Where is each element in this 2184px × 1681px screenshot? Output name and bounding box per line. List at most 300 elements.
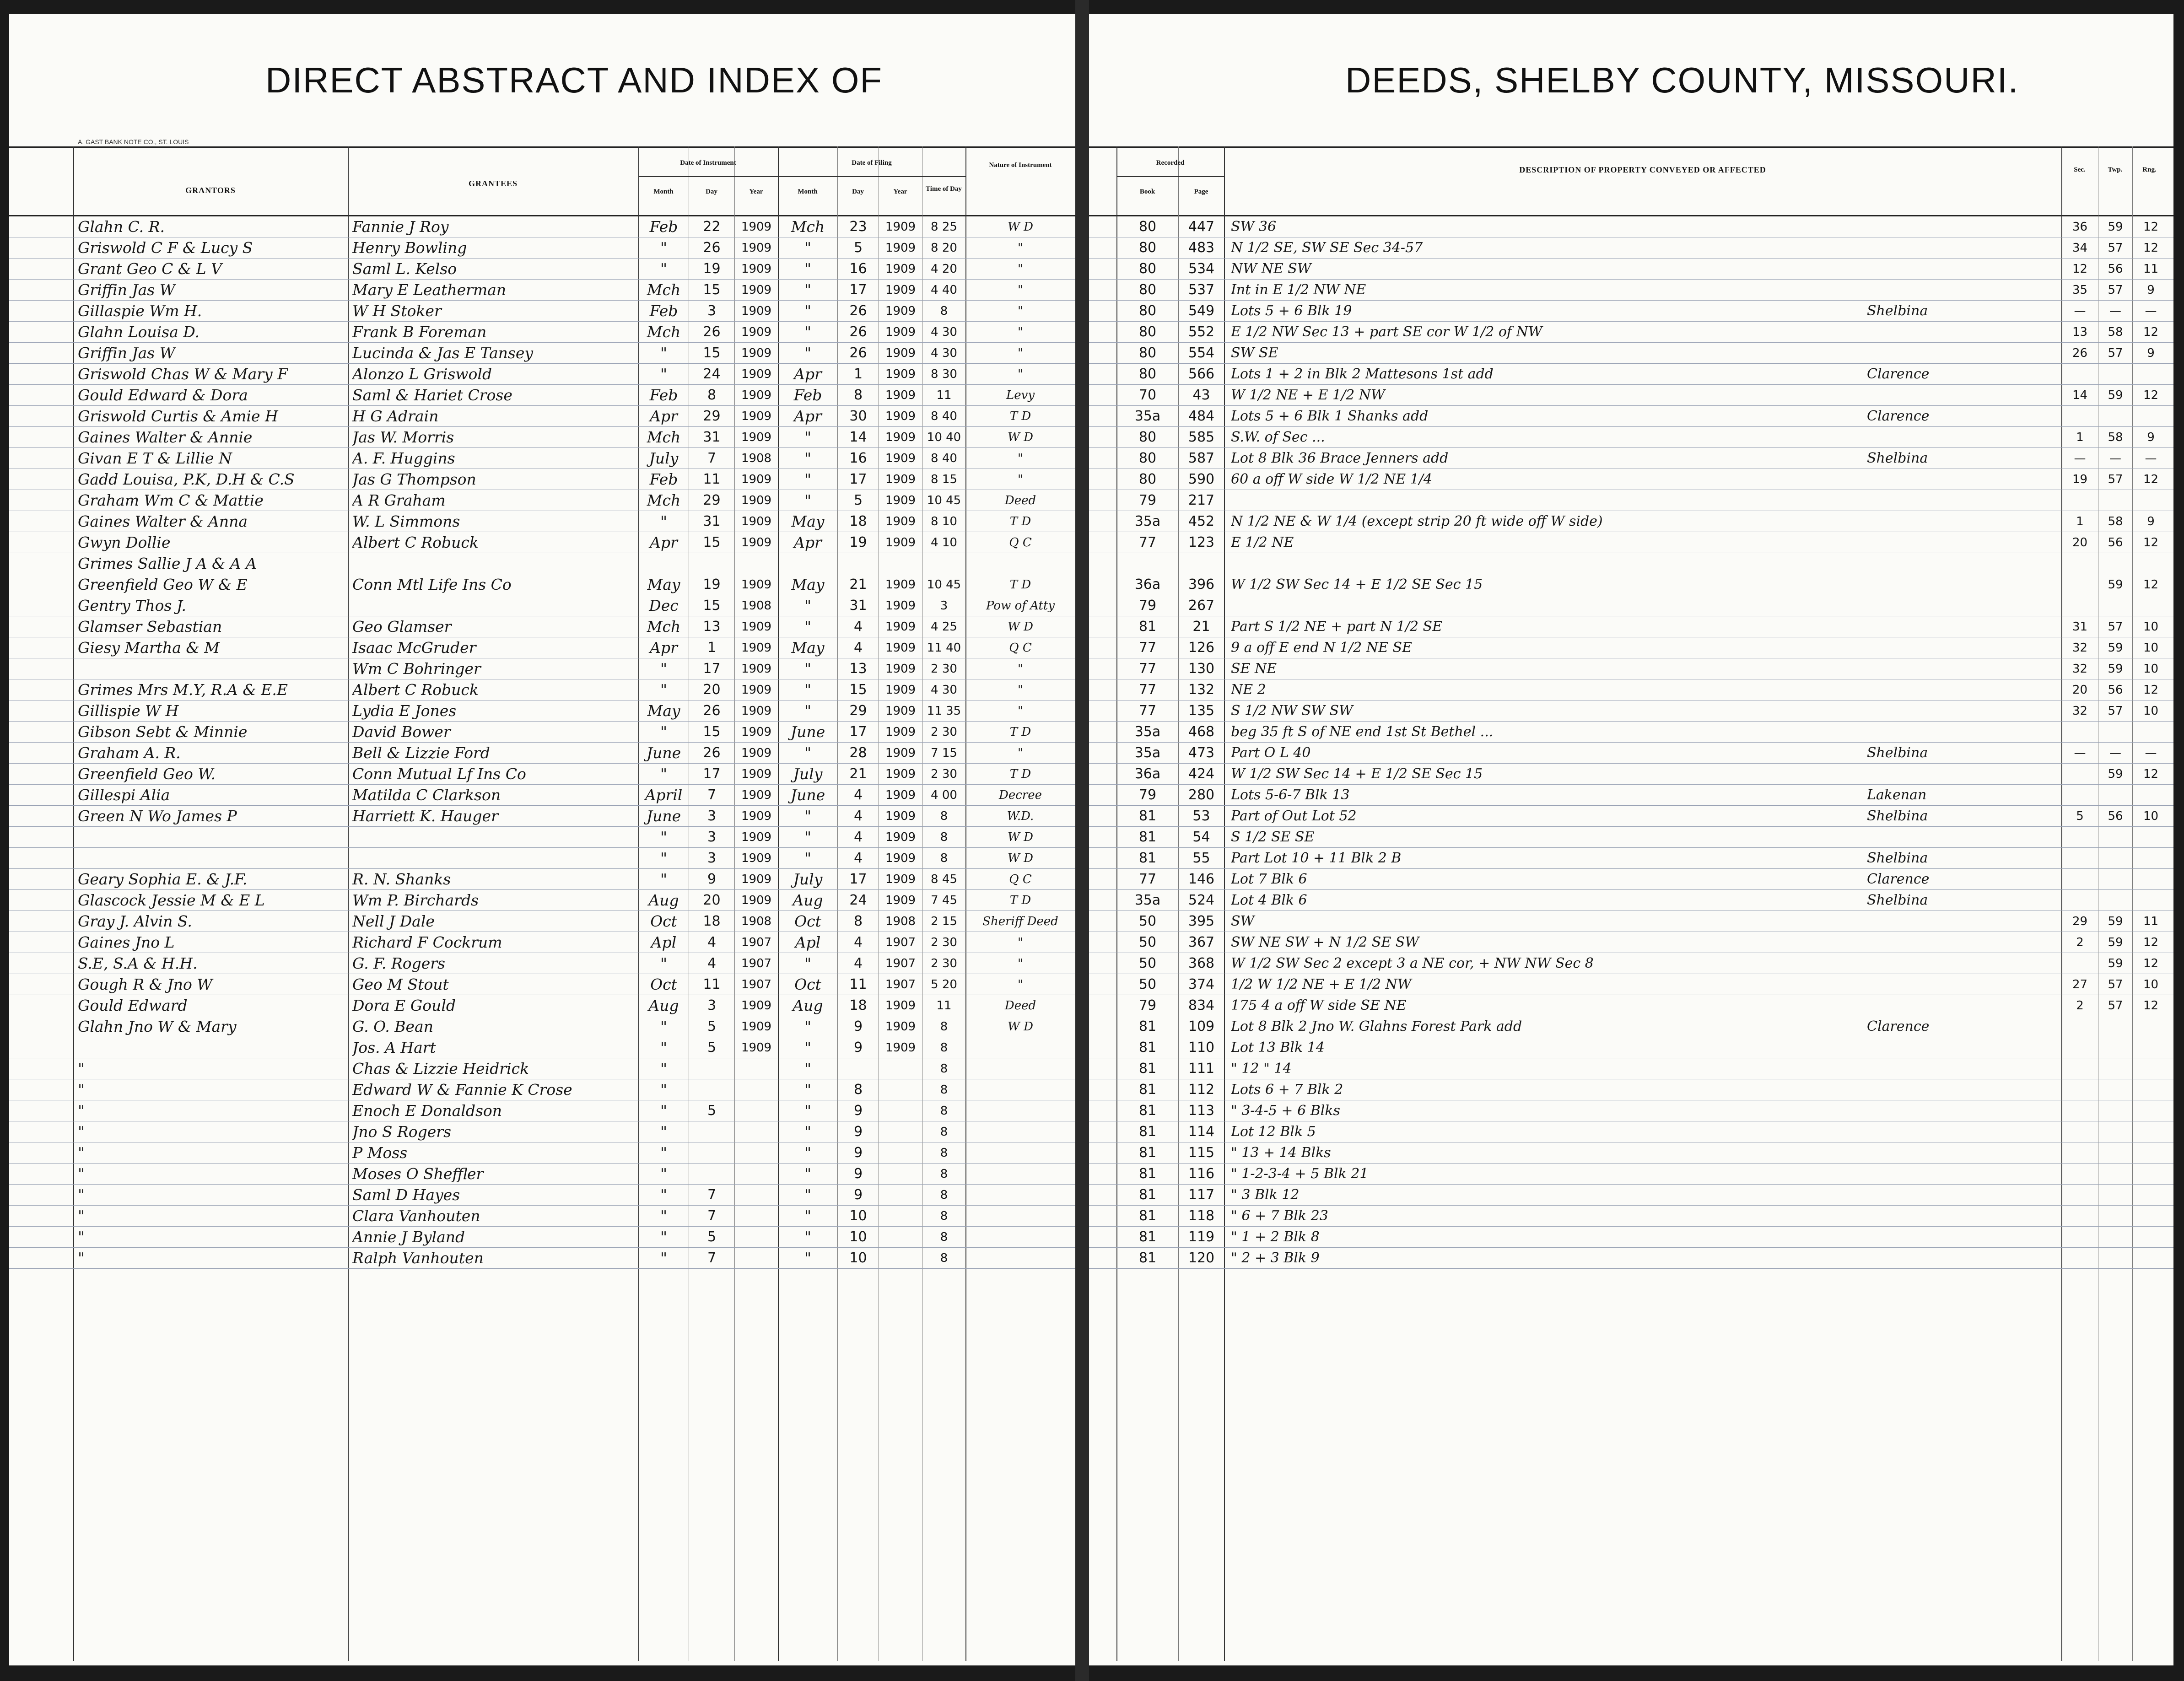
filing-month-cell: " [804,849,812,867]
town-cell: Clarence [1867,871,1930,887]
twp-cell [2099,828,2131,847]
instrument-year-cell: 1909 [741,241,772,255]
instrument-year-cell: 1909 [741,578,772,592]
filing-year-cell: 1909 [885,388,916,402]
town-cell [1867,1249,2059,1268]
table-row [9,364,1075,385]
sec-cell [2063,891,2097,910]
filing-year-cell: 1909 [885,725,916,739]
grantee-cell: Jno S Rogers [352,1123,452,1141]
instrument-day-cell: 26 [703,703,721,719]
nature-cell: " [1018,662,1023,676]
filing-year-cell: 1909 [885,1020,916,1034]
page-cell: 21 [1192,619,1210,635]
table-row [9,1142,1075,1164]
instrument-month-cell: April [645,786,683,804]
table-row [1089,700,2173,722]
twp-cell: 57 [2108,473,2123,486]
sec-cell: 32 [2072,662,2088,676]
instrument-day-cell: 19 [703,261,721,277]
page-cell: 117 [1188,1187,1215,1203]
table-row [9,1100,1075,1121]
table-row [1089,658,2173,679]
table-row [1089,595,2173,616]
time-of-day-cell: 8 [940,1041,948,1055]
book-cell: 81 [1138,1208,1157,1224]
filing-month-cell: Apr [794,407,822,425]
instrument-day-cell: 20 [703,682,721,698]
instrument-day-cell: 15 [703,724,721,740]
rng-cell: — [2145,304,2157,318]
sec-cell: 12 [2072,262,2088,276]
instrument-day-cell: 3 [707,997,717,1013]
filing-day-cell: 24 [849,892,867,908]
time-of-day-cell: 8 [940,1020,948,1034]
filing-day-cell: 10 [849,1208,867,1224]
filing-day-cell: 31 [849,598,867,614]
table-row [1089,869,2173,890]
instrument-year-cell: 1909 [741,473,772,486]
book-cell: 80 [1138,219,1157,235]
rng-cell [2134,786,2168,805]
twp-cell: 59 [2108,915,2123,928]
book-cell: 81 [1138,1166,1157,1182]
book-cell: 81 [1138,808,1157,824]
town-cell [1867,1185,2059,1205]
filing-month-cell: " [804,807,812,825]
rng-cell: 12 [2143,999,2159,1013]
description-cell: " 2 + 3 Blk 9 [1231,1250,1320,1266]
page-cell: 115 [1188,1145,1215,1161]
twp-cell: 57 [2108,704,2123,718]
filing-month-cell: Mch [791,218,825,236]
town-cell [1867,554,2059,573]
rng-cell [2134,1101,2168,1121]
filing-year-cell: 1909 [885,494,916,507]
sec-cell [2063,1038,2097,1057]
grantee-cell: Nell J Dale [352,912,435,930]
filing-day-cell: 29 [849,703,867,719]
instrument-day-cell: 26 [703,745,721,761]
book-cell: 80 [1138,324,1157,340]
table-row [9,722,1075,743]
table-row [9,427,1075,448]
time-of-day-cell [923,554,965,573]
table-row [9,764,1075,785]
grantee-cell [352,849,636,868]
table-row [9,237,1075,259]
page-cell: 119 [1188,1229,1215,1245]
description-cell: N 1/2 SE, SW SE Sec 34-57 [1231,240,1423,256]
twp-cell: 57 [2108,283,2123,297]
sec-cell [2063,491,2097,510]
town-cell [1867,638,2059,657]
nature-cell: W D [1008,431,1033,444]
instrument-day-cell: 29 [703,408,721,424]
filing-year-cell: 1909 [885,662,916,676]
grantor-cell: Gaines Jno L [78,933,175,951]
table-row [1089,806,2173,827]
filing-year-cell: 1909 [885,367,916,381]
nature-cell: " [1018,452,1023,465]
filing-month-cell: " [804,1039,812,1056]
filing-month-cell: Feb [793,386,822,404]
instrument-month-cell: Mch [647,281,681,299]
instrument-month-cell: " [660,1165,668,1183]
right-page [1089,14,2173,1665]
time-of-day-cell: 8 40 [931,452,957,465]
rng-cell: 12 [2143,683,2159,697]
instrument-year-cell: 1909 [741,262,772,276]
instrument-month-cell: " [660,260,668,278]
description-cell: 1/2 W 1/2 NE + E 1/2 NW [1231,976,1412,992]
filing-year-cell: 1909 [885,767,916,781]
twp-cell [2099,1207,2131,1226]
table-row [9,532,1075,553]
grantee-cell: Geo Glamser [352,618,452,636]
grantee-cell: Isaac McGruder [352,639,476,657]
description-cell: NE 2 [1231,682,1266,698]
town-cell [1867,323,2059,342]
instrument-day-cell: 24 [703,366,721,382]
filing-month-cell: Oct [794,975,821,993]
page-cell: 112 [1188,1082,1215,1098]
sec-cell [2063,407,2097,426]
town-cell: Shelbina [1867,303,1928,319]
instrument-year-cell: 1909 [741,830,772,844]
instrument-day-cell: 3 [707,829,717,845]
table-row [9,1227,1075,1248]
table-row [1089,1079,2173,1100]
sec-cell: 35 [2072,283,2088,297]
table-row [1089,574,2173,595]
table-row [9,406,1075,427]
nature-cell [968,1080,1073,1099]
filing-year-header: Year [893,188,907,195]
filing-month-cell: Aug [793,997,823,1014]
filing-day-cell: 10 [849,1229,867,1245]
filing-month-cell: Apr [794,533,822,551]
instrument-year-cell: 1909 [741,494,772,507]
filing-year-cell: 1909 [885,683,916,697]
instrument-day-cell: 19 [703,576,721,593]
filing-year-cell: 1909 [885,1041,916,1055]
book-cell: 81 [1138,1082,1157,1098]
filing-day-cell: 8 [853,1082,863,1098]
instrument-month-cell: " [660,1060,668,1078]
page-cell: 126 [1188,640,1215,656]
table-row [1089,532,2173,553]
description-cell: W 1/2 SW Sec 2 except 3 a NE cor, + NW NW Sec 8 [1231,955,1594,971]
town-cell [1867,954,2059,973]
grantee-cell: Lucinda & Jas E Tansey [352,344,534,362]
table-row [1089,722,2173,743]
rng-cell: 10 [2143,620,2159,634]
book-cell: 79 [1138,492,1157,508]
grantor-cell: Griffin Jas W [78,281,175,299]
time-of-day-cell: 4 10 [931,536,957,550]
twp-cell [2099,786,2131,805]
rng-cell [2134,1143,2168,1163]
filing-month-cell: " [804,1144,812,1162]
table-row [1089,553,2173,574]
time-of-day-cell: 8 10 [931,515,957,528]
rng-cell: — [2145,746,2157,760]
book-cell [1118,554,1177,573]
time-of-day-cell: 2 30 [931,767,957,781]
filing-year-cell [880,1122,921,1142]
rng-cell: 10 [2143,641,2159,655]
grantor-cell: Gentry Thos J. [78,597,187,614]
town-cell [1867,975,2059,994]
book-cell: 81 [1138,1250,1157,1266]
sec-cell [2063,1164,2097,1184]
nature-header: Nature of Instrument [989,162,1052,169]
rng-cell: 9 [2147,346,2155,360]
book-cell: 81 [1138,1103,1157,1119]
instrument-year-cell: 1909 [741,767,772,781]
filing-day-cell: 23 [849,219,867,235]
page-cell: 54 [1192,829,1210,845]
grantee-cell: Wm C Bohringer [352,660,481,678]
rng-cell: 10 [2143,978,2159,991]
table-row [9,953,1075,974]
twp-cell [2099,1101,2131,1121]
twp-cell: — [2109,304,2121,318]
filing-month-cell: " [804,828,812,846]
time-of-day-cell: 8 [940,830,948,844]
filing-month-cell: " [804,323,812,341]
grantor-cell: Givan E T & Lillie N [78,449,232,467]
grantee-cell: Matilda C Clarkson [352,786,501,804]
instrument-month-cell: " [660,1186,668,1204]
book-cell: 81 [1138,1061,1157,1077]
table-row [1089,953,2173,974]
instrument-month-cell: Feb [649,470,678,488]
rng-cell [2134,1080,2168,1099]
time-of-day-cell: 8 [940,1083,948,1097]
town-cell [1867,1207,2059,1226]
nature-cell [968,1164,1073,1184]
description-cell: " 1 + 2 Blk 8 [1231,1229,1320,1245]
description-cell: " 6 + 7 Blk 23 [1231,1208,1328,1224]
instrument-year-cell: 1907 [741,936,772,949]
time-of-day-cell: 11 [936,999,952,1013]
twp-cell: 57 [2108,241,2123,255]
rng-cell: 12 [2143,936,2159,949]
header-rule-top [9,146,1075,148]
town-cell [1867,680,2059,700]
table-row [9,616,1075,637]
table-row [9,869,1075,890]
book-header: Book [1139,188,1155,195]
description-cell: " 12 " 14 [1231,1061,1292,1077]
filing-day-cell: 4 [853,850,863,866]
description-cell: E 1/2 NE [1231,534,1294,550]
instrument-year-cell: 1909 [741,325,772,339]
filing-day-cell: 4 [853,955,863,971]
grantor-cell: " [78,1123,85,1141]
sec-cell [2063,1207,2097,1226]
filing-month-cell: " [804,1081,812,1099]
instrument-day-cell: 4 [707,934,717,950]
filing-year-cell [880,1185,921,1205]
rng-cell [2134,1228,2168,1247]
twp-cell [2099,1122,2131,1142]
instrument-day-cell: 31 [703,513,721,529]
nature-cell: " [1018,241,1023,255]
sec-cell: 14 [2072,388,2088,402]
instrument-day-cell: 22 [703,219,721,235]
instrument-year-cell: 1908 [741,599,772,613]
nature-cell: " [1018,957,1023,970]
table-row [9,806,1075,827]
twp-cell [2099,849,2131,868]
time-of-day-cell: 8 [940,1167,948,1181]
grantee-cell: Clara Vanhouten [352,1207,480,1225]
grantee-cell: Saml & Hariet Crose [352,386,512,404]
time-of-day-cell: 8 [940,1104,948,1118]
twp-cell: 57 [2108,999,2123,1013]
page-cell: 130 [1188,661,1215,677]
twp-cell: 59 [2108,662,2123,676]
filing-year-cell [880,1207,921,1226]
filing-month-cell: " [804,618,812,636]
instrument-month-cell: " [660,1039,668,1056]
table-row [1089,385,2173,406]
grantor-cell: " [78,1249,85,1267]
rng-cell [2134,596,2168,615]
rng-cell [2134,1207,2168,1226]
description-cell [1231,491,1862,510]
instrument-year-cell: 1909 [741,409,772,423]
twp-cell [2099,365,2131,384]
table-row [1089,301,2173,322]
twp-cell [2099,596,2131,615]
sec-cell [2063,786,2097,805]
town-cell [1867,491,2059,510]
time-of-day-cell: 8 [940,809,948,823]
filing-day-cell: 17 [849,471,867,487]
instrument-year-cell: 1909 [741,746,772,760]
table-row [9,343,1075,364]
filing-day-cell: 15 [849,682,867,698]
nature-cell: W D [1008,851,1033,865]
book-cell: 80 [1138,345,1157,361]
instrument-year-cell: 1909 [741,1020,772,1034]
town-cell [1867,238,2059,258]
table-row [1089,490,2173,511]
book-cell: 77 [1138,661,1157,677]
filing-month-cell: " [804,1018,812,1035]
grantee-cell: Edward W & Fannie K Crose [352,1081,572,1099]
instrument-year-cell: 1907 [741,978,772,991]
instrument-day-cell: 18 [703,913,721,929]
instrument-year-cell: 1909 [741,999,772,1013]
sec-cell [2063,722,2097,742]
instrument-month-cell: " [660,849,668,867]
grantee-cell: Jos. A Hart [352,1039,436,1056]
nature-cell: " [1018,367,1023,381]
grantor-cell: Graham A. R. [78,744,181,762]
instrument-year-cell: 1909 [741,788,772,802]
grantee-cell: Jas W. Morris [352,428,454,446]
sec-cell: 26 [2072,346,2088,360]
instrument-day-cell: 17 [703,661,721,677]
filing-day-cell: 5 [853,240,863,256]
rng-cell: 12 [2143,536,2159,550]
table-row [1089,911,2173,932]
table-row [9,679,1075,700]
rng-cell [2134,554,2168,573]
description-header: DESCRIPTION OF PROPERTY CONVEYED OR AFFECTED [1519,165,1766,174]
filing-day-cell: 30 [849,408,867,424]
filing-month-cell: " [804,281,812,299]
nature-cell: " [1018,283,1023,297]
filing-day-cell: 19 [849,534,867,550]
page-cell: 587 [1188,450,1215,466]
filing-year-cell: 1909 [885,599,916,613]
nature-cell: " [1018,683,1023,697]
filing-month-cell: " [804,428,812,446]
instrument-month-cell: " [660,1123,668,1141]
instrument-year-cell: 1907 [741,957,772,970]
instrument-day-cell: 7 [707,1208,717,1224]
grantor-cell: Giesy Martha & M [78,639,220,657]
instrument-day-cell: 17 [703,766,721,782]
nature-cell: Deed [1004,494,1036,507]
page-cell: 267 [1188,598,1215,614]
time-of-day-cell: 2 30 [931,936,957,949]
instrument-day-cell: 11 [703,471,721,487]
table-row [9,301,1075,322]
grantee-cell: Enoch E Donaldson [352,1102,502,1120]
page-cell: 524 [1188,892,1215,908]
table-row [9,1079,1075,1100]
instrument-month-cell: Aug [648,997,679,1014]
town-cell [1867,217,2059,237]
town-cell [1867,596,2059,615]
table-row [1089,280,2173,301]
book-cell: 77 [1138,682,1157,698]
filing-year-cell: 1909 [885,894,916,907]
grantor-cell: Gadd Louisa, P.K, D.H & C.S [78,470,295,488]
filing-month-cell: July [793,765,823,783]
description-cell: Lots 6 + 7 Blk 2 [1231,1082,1343,1098]
instrument-year-cell: 1909 [741,873,772,886]
instrument-month-cell: July [649,449,679,467]
page-cell: 424 [1188,766,1215,782]
filing-year-cell: 1909 [885,283,916,297]
grantor-cell: Glascock Jessie M & E L [78,891,265,909]
grantor-cell: Greenfield Geo W. [78,765,216,783]
filing-month-cell: " [804,702,812,720]
grantees-header: GRANTEES [468,179,518,188]
book-cell: 80 [1138,450,1157,466]
rng-cell: 12 [2143,325,2159,339]
description-cell: W 1/2 SW Sec 14 + E 1/2 SE Sec 15 [1231,576,1483,593]
instrument-day-cell: 1 [707,640,717,656]
filing-day-cell: 9 [853,1103,863,1119]
filing-day-cell [839,1059,878,1078]
time-of-day-cell: 2 30 [931,662,957,676]
description-cell [1231,554,1862,573]
description-cell: Lot 12 Blk 5 [1231,1124,1316,1140]
instrument-month-cell: Mch [647,618,681,636]
book-cell: 80 [1138,471,1157,487]
filing-month-cell: " [804,954,812,972]
grantee-cell [352,828,636,847]
